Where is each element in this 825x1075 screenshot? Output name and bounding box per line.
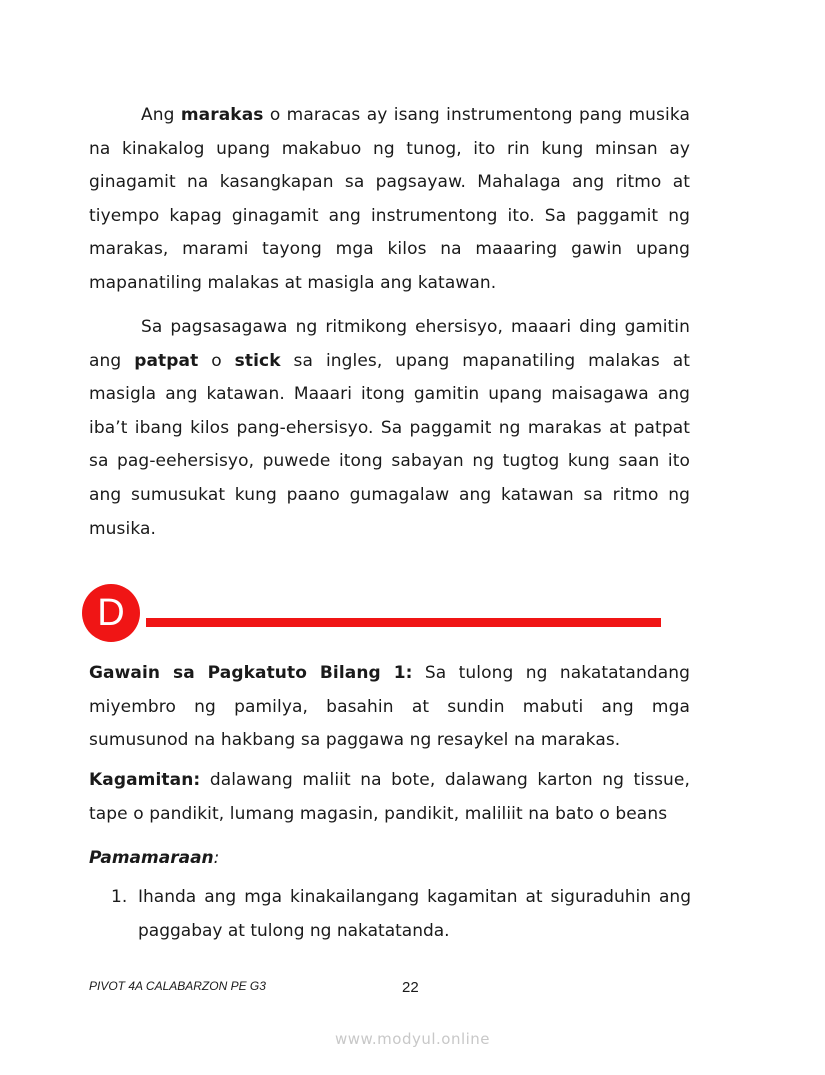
section-d-badge: D [82, 584, 140, 642]
p1-rest: o maracas ay isang instrumentong pang musika na kinakalog upang makabuo ng tunog, ito rin kung minsan ay ginagamit na kasangkapan sa pagsayaw. Mahalaga ang ritmo at tiyempo kapag ginagamit ang instrumentong ito. Sa paggamit ng marakas, marami tayong mga kilos na maaaring gawin upang mapanatiling malakas at masigla ang katawan. [89, 105, 690, 293]
term-stick: stick [234, 350, 281, 371]
activity-paragraph [89, 657, 690, 758]
p2-lead: Sa pagsasagawa ng ritmikong ehersisyo, maaari ding gamitin ang [89, 317, 690, 371]
materials-label: Kagamitan: [89, 770, 201, 790]
procedure-step [111, 880, 691, 948]
p2-mid: o [198, 350, 235, 371]
procedure-label: Pamamaraan [89, 848, 214, 868]
paragraph-patpat [89, 311, 690, 546]
procedure-heading [89, 845, 219, 871]
activity-text: Sa tulong ng nakatatandang miyembro ng pamilya, basahin at sundin mabuti ang mga sumusunod na hakbang sa paggawa ng resaykel na marakas. [89, 663, 691, 751]
page-number: 22 [402, 979, 419, 996]
footer-label: PIVOT 4A CALABARZON PE G3 [89, 979, 266, 993]
p1-lead: Ang [141, 105, 181, 125]
term-patpat: patpat [134, 350, 199, 371]
watermark: www.modyul.online [334, 1030, 491, 1048]
activity-label: Gawain sa Pagkatuto Bilang 1: [89, 663, 413, 683]
section-divider-line [146, 618, 661, 627]
materials-text: dalawang maliit na bote, dalawang karton ng tissue, tape o pandikit, lumang magasin, pandikit, maliliit na bato o beans [89, 770, 690, 824]
step-text: Ihanda ang mga kinakailangang kagamitan at siguraduhin ang paggabay at tulong ng nakatatanda. [138, 887, 691, 941]
term-marakas: marakas [180, 105, 264, 125]
materials-paragraph [89, 764, 690, 831]
procedure-colon: : [213, 848, 220, 868]
step-number: 1. [111, 887, 128, 907]
p2-rest: sa ingles, upang mapanatiling malakas at masigla ang katawan. Maaari itong gamitin upang maisagawa ang iba’t ibang kilos pang-ehersisyo. Sa paggamit ng marakas at patpat sa pag-eehersisyo, puwede itong sabayan ng tugtog kung saan ito ang sumusukat kung paano gumagalaw ang katawan sa ritmo ng musika. [89, 350, 690, 539]
paragraph-marakas [89, 99, 690, 301]
